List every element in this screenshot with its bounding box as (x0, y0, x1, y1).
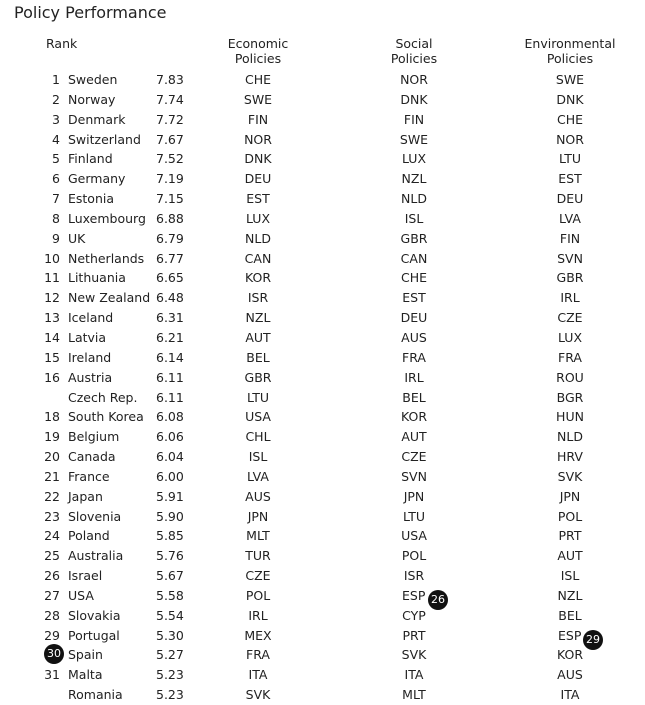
environmental-cell: KOR (556, 647, 584, 663)
environmental-cell: DNK (556, 91, 584, 107)
table-row (0, 229, 645, 249)
environmental-cell: CZE (557, 310, 583, 326)
environmental-cell (558, 627, 600, 646)
rank-header: Rank (46, 36, 78, 51)
rank-cell: 2 (52, 91, 60, 107)
rank-cell: 28 (44, 607, 60, 623)
rank-cell: 19 (44, 429, 60, 445)
table-row (0, 268, 645, 288)
country-cell: France (68, 468, 110, 484)
table-row (0, 467, 645, 487)
table-row (0, 249, 645, 269)
country-cell: Poland (68, 528, 110, 544)
score-cell: 5.54 (156, 607, 184, 623)
economic-cell: LTU (246, 389, 270, 405)
economic-cell: NOR (244, 131, 272, 147)
country-cell: Latvia (68, 329, 107, 345)
country-cell: New Zealand (68, 290, 151, 306)
country-cell: Luxembourg (68, 210, 146, 226)
environmental-cell: BGR (556, 389, 584, 405)
rank-cell: 11 (44, 270, 60, 286)
social-cell: ISR (403, 568, 425, 584)
environmental-header (510, 36, 630, 66)
social-cell: NZL (401, 171, 427, 187)
rank-cell: 26 (44, 568, 60, 584)
score-cell: 7.19 (156, 171, 184, 187)
social-cell: IRL (404, 369, 424, 385)
table-row (0, 130, 645, 150)
social-cell: GBR (400, 230, 428, 246)
score-cell: 6.06 (156, 429, 184, 445)
social-cell: LTU (402, 508, 426, 524)
score-cell: 6.00 (156, 468, 184, 484)
score-cell: 5.67 (156, 568, 184, 584)
economic-cell: FIN (247, 111, 269, 127)
rank-cell: 1 (52, 72, 60, 87)
rank-cell: 5 (52, 151, 60, 167)
country-cell: Belgium (68, 429, 120, 445)
score-cell: 7.83 (156, 72, 184, 87)
table-row (0, 288, 645, 308)
rank-cell: 18 (44, 409, 60, 425)
economic-cell: TUR (245, 548, 271, 564)
social-cell: LUX (401, 151, 427, 167)
social-header (364, 36, 464, 66)
environmental-cell-text: ESP (558, 627, 582, 643)
environmental-header-line1: Environmental (524, 36, 616, 51)
table-row (0, 566, 645, 586)
environmental-cell: HUN (556, 409, 584, 425)
score-cell: 6.04 (156, 449, 184, 465)
economic-cell: LVA (247, 468, 269, 484)
economic-cell: POL (245, 587, 271, 603)
ranking-table (0, 70, 645, 705)
environmental-cell: NOR (556, 131, 584, 147)
economic-cell: SWE (243, 91, 273, 107)
score-cell: 7.15 (156, 191, 184, 207)
rank-cell: 3 (52, 111, 60, 127)
economic-cell: ISR (247, 290, 269, 306)
country-cell: Sweden (68, 72, 118, 87)
social-cell: MLT (402, 687, 426, 703)
social-cell: CYP (402, 607, 426, 623)
score-cell: 5.85 (156, 528, 184, 544)
country-cell: Finland (68, 151, 113, 167)
score-cell: 6.21 (156, 329, 184, 345)
country-cell: Japan (68, 488, 103, 504)
social-cell: FRA (402, 349, 426, 365)
social-cell: POL (401, 548, 427, 564)
table-row (0, 487, 645, 507)
score-cell: 6.14 (156, 349, 184, 365)
score-cell: 7.74 (156, 91, 184, 107)
environmental-cell: ITA (560, 687, 580, 703)
table-row (0, 606, 645, 626)
environmental-cell: CHE (556, 111, 584, 127)
rank-cell: 13 (44, 310, 60, 326)
rank-cell: 16 (44, 369, 60, 385)
country-cell: Romania (68, 687, 123, 703)
country-cell: Ireland (68, 349, 112, 365)
score-cell: 6.31 (156, 310, 184, 326)
country-cell: Denmark (68, 111, 126, 127)
score-cell: 5.91 (156, 488, 184, 504)
table-row (0, 110, 645, 130)
rank-cell: 14 (44, 329, 60, 345)
table-row (0, 586, 645, 606)
environmental-cell: AUS (557, 667, 583, 683)
economic-cell: ISL (248, 449, 268, 465)
economic-cell: GBR (244, 369, 272, 385)
rank-cell: 10 (44, 250, 60, 266)
social-cell: KOR (400, 409, 428, 425)
score-cell: 5.23 (156, 667, 184, 683)
social-cell: ISL (404, 210, 424, 226)
economic-header-line1: Economic (227, 36, 289, 51)
table-row (0, 645, 645, 665)
score-cell: 5.30 (156, 627, 184, 643)
social-cell (402, 587, 502, 606)
rank-cell: 4 (52, 131, 60, 147)
social-cell: CZE (401, 449, 427, 465)
environmental-cell: LUX (557, 329, 583, 345)
social-cell-text: ESP (402, 587, 426, 603)
table-row (0, 308, 645, 328)
country-cell: Lithuania (68, 270, 126, 286)
table-row (0, 507, 645, 527)
social-rank-badge: 26 (428, 590, 448, 610)
social-cell: DEU (400, 310, 428, 326)
country-cell: Austria (68, 369, 113, 385)
score-cell: 5.76 (156, 548, 184, 564)
environmental-cell: SWE (555, 72, 585, 87)
economic-cell: MEX (244, 627, 272, 643)
economic-cell: CZE (245, 568, 271, 584)
rank-cell: 12 (44, 290, 60, 306)
score-cell: 6.11 (156, 389, 184, 405)
economic-cell: AUS (245, 488, 271, 504)
environmental-cell: JPN (559, 488, 581, 504)
environmental-cell: POL (557, 508, 583, 524)
country-cell: Israel (68, 568, 103, 584)
environmental-cell: HRV (557, 449, 583, 465)
table-row (0, 388, 645, 408)
environmental-cell: IRL (560, 290, 580, 306)
social-cell: CAN (400, 250, 428, 266)
economic-cell: NZL (245, 310, 271, 326)
table-row (0, 169, 645, 189)
rank-cell: 9 (52, 230, 60, 246)
economic-cell: AUT (245, 329, 271, 345)
score-cell: 7.67 (156, 131, 184, 147)
table-row (0, 368, 645, 388)
table-row (0, 328, 645, 348)
score-cell: 5.23 (156, 687, 184, 703)
environmental-cell: ISL (560, 568, 580, 584)
economic-cell: CHE (244, 72, 272, 87)
country-cell: Switzerland (68, 131, 141, 147)
country-cell: Spain (68, 647, 103, 663)
country-cell: Malta (68, 667, 103, 683)
rank-cell: 15 (44, 349, 60, 365)
country-cell: UK (68, 230, 86, 246)
environmental-rank-badge: 29 (583, 630, 603, 650)
economic-header-line2: Policies (234, 51, 282, 66)
country-cell: Slovenia (68, 508, 122, 524)
environmental-cell: SVK (557, 468, 583, 484)
social-cell: SWE (399, 131, 429, 147)
economic-cell: IRL (248, 607, 268, 623)
score-cell: 7.52 (156, 151, 184, 167)
rank-cell: 23 (44, 508, 60, 524)
social-cell: CHE (400, 270, 428, 286)
environmental-cell: BEL (558, 607, 582, 623)
environmental-cell: FIN (559, 230, 581, 246)
country-cell: South Korea (68, 409, 144, 425)
economic-cell: DEU (244, 171, 272, 187)
table-row (0, 407, 645, 427)
table-row (0, 626, 645, 646)
table-row (0, 427, 645, 447)
environmental-header-line2: Policies (546, 51, 594, 66)
economic-cell: USA (245, 409, 271, 425)
rank-cell: 24 (44, 528, 60, 544)
score-cell: 6.65 (156, 270, 184, 286)
score-cell: 7.72 (156, 111, 184, 127)
score-cell: 6.88 (156, 210, 184, 226)
rank-cell: 29 (44, 627, 60, 643)
table-row (0, 70, 645, 90)
social-cell: SVN (401, 468, 427, 484)
environmental-cell: SVN (557, 250, 583, 266)
economic-cell: SVK (245, 687, 271, 703)
environmental-cell: EST (558, 171, 582, 187)
environmental-cell: NLD (557, 429, 583, 445)
country-cell: Slovakia (68, 607, 121, 623)
country-cell: Germany (68, 171, 126, 187)
economic-cell: EST (246, 191, 270, 207)
page-title: Policy Performance (14, 3, 167, 22)
environmental-cell: AUT (557, 548, 583, 564)
environmental-cell: GBR (556, 270, 584, 286)
social-cell: NOR (400, 72, 428, 87)
economic-cell: FRA (246, 647, 270, 663)
table-row (0, 90, 645, 110)
table-row (0, 665, 645, 685)
table-row (0, 447, 645, 467)
rank-cell: 20 (44, 449, 60, 465)
economic-cell: NLD (245, 230, 271, 246)
country-cell: USA (68, 587, 94, 603)
rank-cell: 31 (44, 667, 60, 683)
environmental-cell: DEU (556, 191, 584, 207)
environmental-cell: LVA (559, 210, 581, 226)
social-cell: USA (401, 528, 427, 544)
rank-cell: 27 (44, 587, 60, 603)
social-cell: PRT (402, 627, 426, 643)
social-cell: DNK (400, 91, 428, 107)
social-header-line1: Social (395, 36, 433, 51)
country-cell: Czech Rep. (68, 389, 138, 405)
social-cell: AUT (401, 429, 427, 445)
country-cell: Estonia (68, 191, 115, 207)
social-cell: NLD (401, 191, 427, 207)
country-cell: Portugal (68, 627, 120, 643)
economic-cell: KOR (244, 270, 272, 286)
country-cell: Iceland (68, 310, 114, 326)
score-cell: 6.11 (156, 369, 184, 385)
environmental-cell: FRA (558, 349, 582, 365)
environmental-cell: LTU (558, 151, 582, 167)
rank-cell: 25 (44, 548, 60, 564)
economic-cell: JPN (247, 508, 269, 524)
environmental-cell: NZL (557, 587, 583, 603)
social-cell: BEL (402, 389, 426, 405)
table-row (0, 526, 645, 546)
social-cell: AUS (401, 329, 427, 345)
rank-badge: 30 (44, 644, 64, 664)
environmental-cell: PRT (558, 528, 582, 544)
score-cell: 6.77 (156, 250, 184, 266)
environmental-cell: ROU (556, 369, 584, 385)
score-cell: 6.08 (156, 409, 184, 425)
score-cell: 6.79 (156, 230, 184, 246)
score-cell: 6.48 (156, 290, 184, 306)
country-cell: Netherlands (68, 250, 145, 266)
economic-header (208, 36, 308, 66)
table-row (0, 189, 645, 209)
economic-cell: MLT (246, 528, 270, 544)
rank-cell: 8 (52, 210, 60, 226)
social-header-line2: Policies (390, 51, 438, 66)
economic-cell: BEL (246, 349, 270, 365)
score-cell: 5.90 (156, 508, 184, 524)
rank-cell: 21 (44, 468, 60, 484)
table-row (0, 685, 645, 705)
social-cell: SVK (401, 647, 427, 663)
social-cell: EST (402, 290, 426, 306)
social-cell: ITA (404, 667, 424, 683)
rank-cell: 7 (52, 191, 60, 207)
table-row (0, 149, 645, 169)
country-cell: Norway (68, 91, 116, 107)
economic-cell: ITA (248, 667, 268, 683)
social-cell: FIN (403, 111, 425, 127)
country-cell: Canada (68, 449, 116, 465)
country-cell: Australia (68, 548, 124, 564)
economic-cell: LUX (245, 210, 271, 226)
score-cell: 5.27 (156, 647, 184, 663)
economic-cell: DNK (244, 151, 272, 167)
table-row (0, 546, 645, 566)
economic-cell: CHL (245, 429, 271, 445)
score-cell: 5.58 (156, 587, 184, 603)
table-row (0, 348, 645, 368)
table-row (0, 209, 645, 229)
rank-cell: 22 (44, 488, 60, 504)
social-cell: JPN (403, 488, 425, 504)
economic-cell: CAN (244, 250, 272, 266)
rank-cell: 6 (52, 171, 60, 187)
